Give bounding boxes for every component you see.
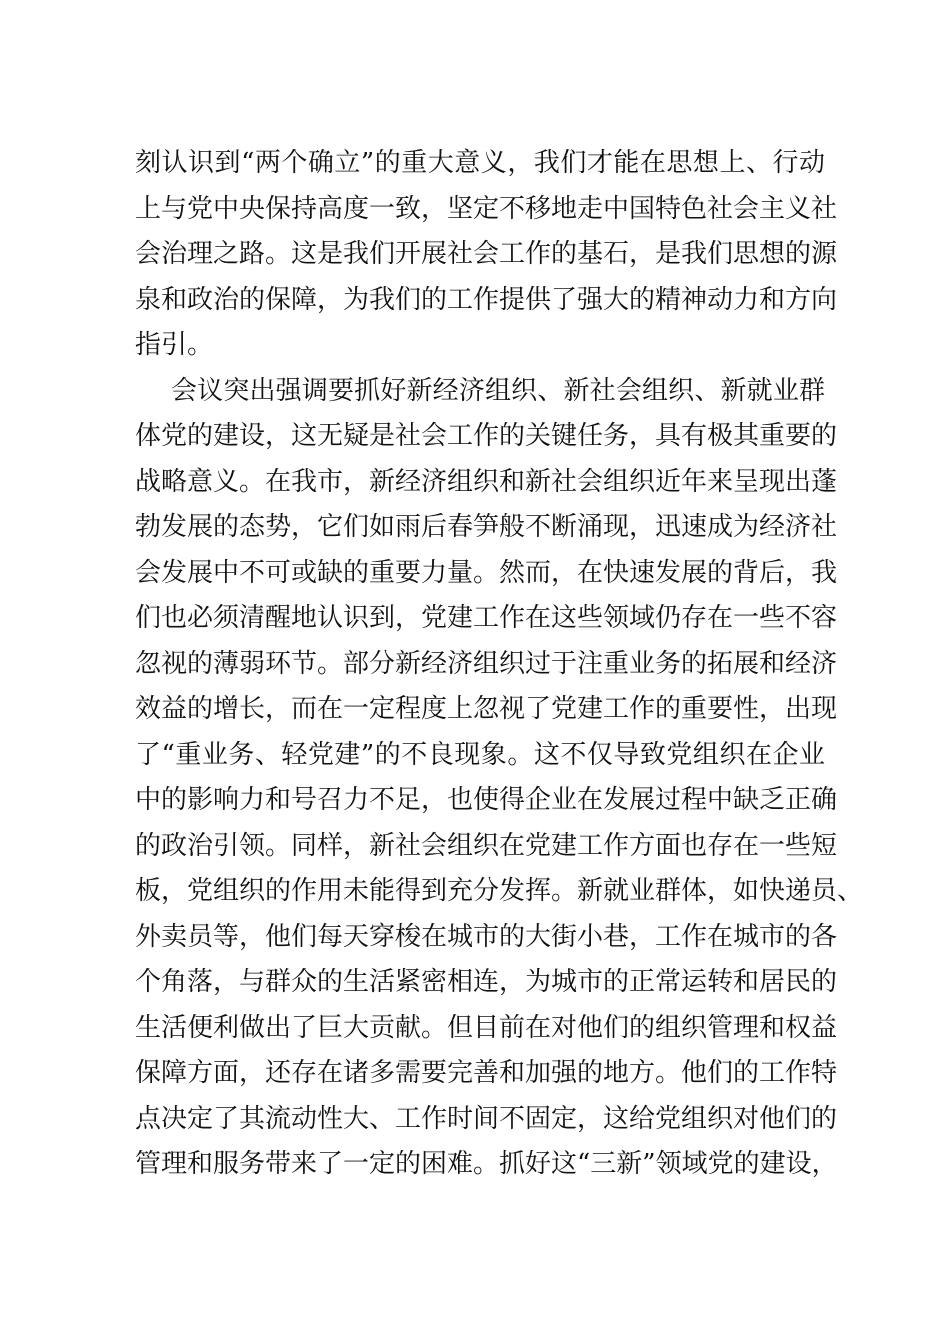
- text-line-7: 体党的建设，这无疑是社会工作的关键任务，具有极其重要的: [135, 421, 838, 451]
- text-line-15: 中的影响力和号召力不足，也使得企业在发展过程中缺乏正确: [135, 785, 838, 815]
- text-line-10: 会发展中不可或缺的重要力量。然而，在快速发展的背后，我: [135, 557, 838, 588]
- text-line-19: 个角落，与群众的生活紧密相连，为城市的正常运转和居民的: [135, 967, 838, 997]
- text-line-8: 战略意义。在我市，新经济组织和新社会组织近年来呈现出蓬: [135, 466, 838, 497]
- text-line-17: 板，党组织的作用未能得到充分发挥。新就业群体，如快递员、: [135, 876, 864, 906]
- text-line-13: 效益的增长，而在一定程度上忽视了党建工作的重要性，出现: [135, 694, 838, 724]
- text-line-16: 的政治引领。同样，新社会组织在党建工作方面也存在一些短: [135, 830, 838, 861]
- text-line-2: 上与党中央保持高度一致，坚定不移地走中国特色社会主义社: [135, 193, 838, 224]
- body-text: [135, 141, 864, 1188]
- text-line-9: 勃发展的态势，它们如雨后春笋般不断涌现，迅速成为经济社: [135, 512, 838, 542]
- text-line-21: 保障方面，还存在诸多需要完善和加强的地方。他们的工作特: [135, 1058, 838, 1088]
- text-line-23: 管理和服务带来了一定的困难。抓好这“三新”领域党的建设，: [135, 1149, 838, 1179]
- text-line-22: 点决定了其流动性大、工作时间不固定，这给党组织对他们的: [135, 1103, 838, 1134]
- text-line-11: 们也必须清醒地认识到，党建工作在这些领域仍存在一些不容: [135, 603, 838, 633]
- text-line-12: 忽视的薄弱环节。部分新经济组织过于注重业务的拓展和经济: [135, 648, 838, 679]
- text-line-6: 会议突出强调要抓好新经济组织、新社会组织、新就业群: [171, 375, 825, 406]
- text-line-4: 泉和政治的保障，为我们的工作提供了强大的精神动力和方向: [135, 284, 838, 315]
- text-line-14: 了“重业务、轻党建”的不良现象。这不仅导致党组织在企业: [135, 739, 825, 770]
- text-line-20: 生活便利做出了巨大贡献。但目前在对他们的组织管理和权益: [135, 1012, 838, 1043]
- text-line-5: 指引。: [135, 330, 214, 360]
- text-line-3: 会治理之路。这是我们开展社会工作的基石，是我们思想的源: [135, 239, 838, 269]
- text-line-18: 外卖员等，他们每天穿梭在城市的大街小巷，工作在城市的各: [135, 921, 838, 952]
- text-line-1: 刻认识到“两个确立”的重大意义，我们才能在思想上、行动: [135, 148, 825, 178]
